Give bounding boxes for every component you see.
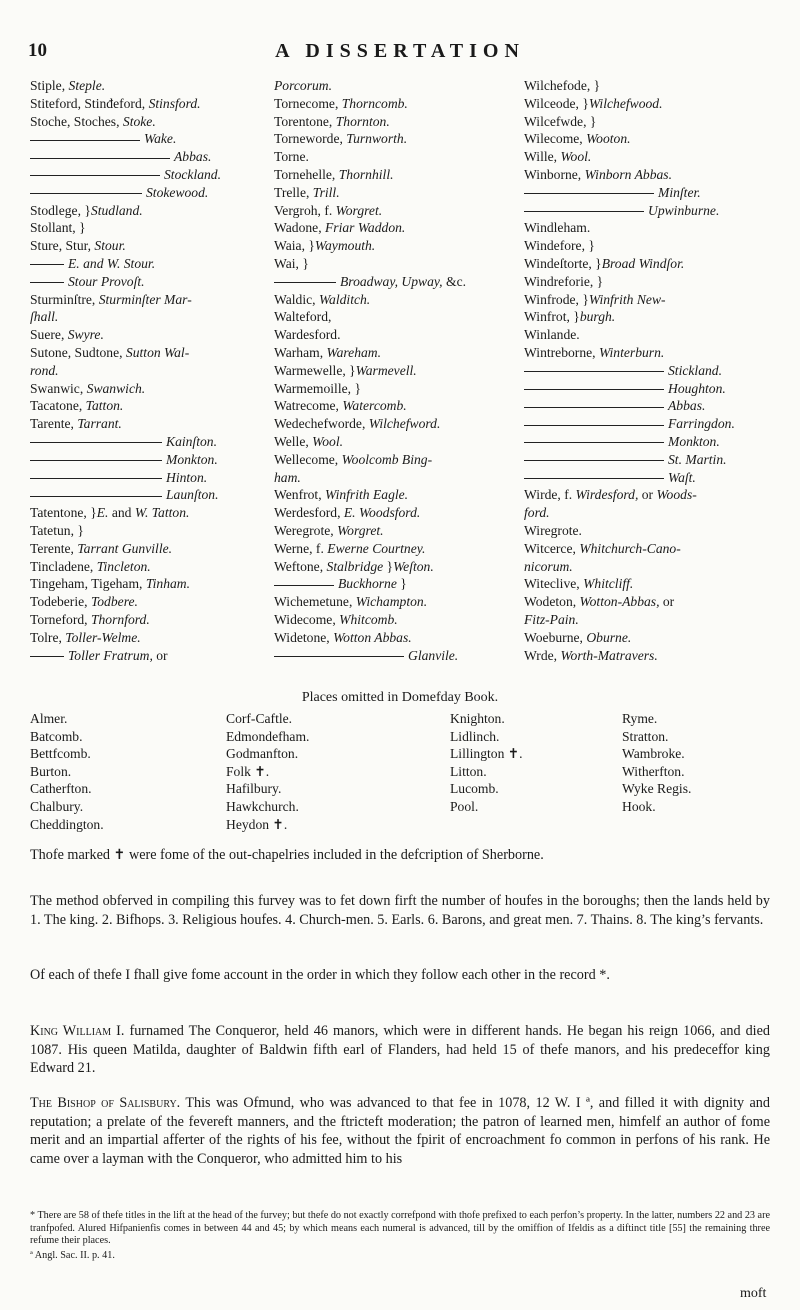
place-entry: Witcerce, Whitchurch-Cano- — [524, 540, 681, 556]
omitted-column-2 — [226, 710, 309, 833]
place-entry: Waſt. — [524, 469, 770, 487]
column-middle — [274, 77, 514, 664]
place-entry: Sturminſtre, Sturminſter Mar- — [30, 291, 192, 307]
place-entry: Wilchefode, } — [524, 78, 601, 93]
king-heading: King William I. — [30, 1023, 125, 1039]
place-entry: Fitz-Pain. — [524, 611, 579, 627]
place-entry: Wilceode, }Wilchefwood. — [524, 95, 663, 111]
place-entry: Wenfrot, Winfrith Eagle. — [274, 487, 409, 503]
place-entry: Witeclive, Whitcliff. — [524, 576, 634, 592]
place-entry: Tornehelle, Thornhill. — [274, 166, 394, 182]
place-entry: Stoche, Stoches, Stoke. — [30, 113, 156, 129]
place-entry: Tarente, Tarrant. — [30, 416, 122, 432]
place-entry: Tatetun, } — [30, 522, 84, 538]
place-entry: Wintreborne, Winterburn. — [524, 344, 665, 360]
place-entry: Stodlege, }Studland. — [30, 202, 143, 218]
place-entry: Wirde, f. Wirdesford, or Woods- — [524, 487, 697, 503]
place-entry: Wille, Wool. — [524, 149, 592, 165]
omitted-place: Bettfcomb. — [30, 746, 91, 762]
place-entry: Waldic, Walditch. — [274, 291, 371, 307]
place-entry: Glanvile. — [274, 647, 514, 665]
omitted-place: Batcomb. — [30, 728, 83, 744]
omitted-place: Wyke Regis. — [622, 781, 692, 797]
place-entry: Todeberie, Todbere. — [30, 594, 138, 610]
place-entry: Windefore, } — [524, 238, 595, 254]
omitted-place: Lidlinch. — [450, 728, 500, 744]
omitted-place: Hawkchurch. — [226, 798, 299, 814]
place-entry: Stickland. — [524, 362, 770, 380]
omitted-place: Knighton. — [450, 711, 505, 726]
place-entry: Winlande. — [524, 327, 580, 343]
note-paragraph: Thofe marked ✝ were fome of the out-chapelries included in the defcription of Sherborne. — [30, 847, 544, 863]
omitted-place: Corf-Caftle. — [226, 711, 293, 726]
omitted-place: Chalbury. — [30, 798, 84, 814]
place-entry: Tincladene, Tincleton. — [30, 558, 151, 574]
place-entry: Winfrot, }burgh. — [524, 309, 616, 325]
place-entry: Stockland. — [30, 166, 262, 184]
omitted-place: Witherfton. — [622, 763, 685, 779]
place-entry: Wedechefworde, Wilchefword. — [274, 416, 441, 432]
place-entry: Winborne, Winborn Abbas. — [524, 166, 672, 182]
place-entry: Waia, }Waymouth. — [274, 238, 376, 254]
place-entry: Stiple, Steple. — [30, 78, 106, 93]
place-entry: Warmemoille, } — [274, 380, 361, 396]
place-entry: Wichemetune, Wichampton. — [274, 594, 428, 610]
place-entry: Launſton. — [30, 486, 262, 504]
omitted-place: Stratton. — [622, 728, 669, 744]
omitted-place: Cheddington. — [30, 816, 104, 832]
omitted-place: Lucomb. — [450, 781, 499, 797]
place-entry: Warmewelle, }Warmevell. — [274, 362, 417, 378]
place-entry: Watrecome, Watercomb. — [274, 398, 407, 414]
place-entry: Minſter. — [524, 184, 770, 202]
place-entry: Widecome, Whitcomb. — [274, 611, 398, 627]
place-entry: Winfrode, }Winfrith New- — [524, 291, 666, 307]
place-entry: Sture, Stur, Stour. — [30, 238, 126, 254]
omitted-place: Folk ✝. — [226, 763, 270, 779]
place-entry: Windreforie, } — [524, 273, 604, 289]
place-entry: Tatentone, }E. and W. Tatton. — [30, 505, 190, 521]
place-entry: Windleham. — [524, 220, 591, 236]
place-entry: Toller Fratrum, or — [30, 647, 262, 665]
omitted-place: Hafilbury. — [226, 781, 282, 797]
place-entry: Suere, Swyre. — [30, 327, 104, 343]
omitted-place: Wambroke. — [622, 746, 685, 762]
place-entry: Torneworde, Turnworth. — [274, 131, 408, 147]
place-entry: Torentone, Thornton. — [274, 113, 390, 129]
footnote-a: ª Angl. Sac. II. p. 41. — [30, 1250, 115, 1261]
place-entry: Werne, f. Ewerne Courtney. — [274, 540, 426, 556]
omitted-place: Pool. — [450, 798, 479, 814]
place-entry: Wilcefwde, } — [524, 113, 597, 129]
omitted-column-4 — [622, 710, 691, 816]
place-entry: Wai, } — [274, 255, 309, 271]
place-entry: Tacatone, Tatton. — [30, 398, 124, 414]
place-entry: Tingeham, Tigeham, Tinham. — [30, 576, 191, 592]
place-entry: Wodeton, Wotton-Abbas, or — [524, 594, 675, 610]
place-entry: Trelle, Trill. — [274, 184, 340, 200]
king-text: furnamed The Conqueror, held 46 manors, which were in different hands. He began his reign 1066, and died 1087. His queen Matilda, daughter of Baldwin fifth earl of Flanders, had held 15 of thefe manors, and his predeceffor king Edward 21. — [30, 1023, 770, 1076]
omitted-place: Almer. — [30, 711, 68, 726]
omitted-place: Ryme. — [622, 711, 658, 726]
method-paragraph: The method obferved in compiling this furvey was to fet down firft the number of houfes in the boroughs; then the lands held by 1. The king. 2. Bifhops. 3. Religious houfes. 4. Church-men. 5. Earls. 6. Barons, and great men. 7. Thains. 8. The king’s fervants. — [30, 893, 770, 928]
place-entry: Wellecome, Woolcomb Bing- — [274, 451, 433, 467]
omitted-column-1 — [30, 710, 104, 833]
bishop-heading: The Bishop of Salisbury. — [30, 1095, 181, 1111]
omitted-place: Edmondefham. — [226, 728, 310, 744]
place-entry: Wilecome, Wooton. — [524, 131, 631, 147]
place-entry: Windeſtorte, }Broad Windſor. — [524, 255, 685, 271]
place-entry: St. Martin. — [524, 451, 770, 469]
place-entry: Werdesford, E. Woodsford. — [274, 505, 421, 521]
place-entry: Upwinburne. — [524, 202, 770, 220]
column-right — [524, 77, 770, 664]
omitted-places-title: Places omitted in Domefday Book. — [301, 690, 499, 705]
place-entry: Wiregrote. — [524, 522, 582, 538]
bishop-paragraph — [30, 1094, 770, 1168]
place-entry: Abbas. — [30, 148, 262, 166]
place-entry: Stollant, } — [30, 220, 86, 236]
place-entry: Warham, Wareham. — [274, 344, 382, 360]
omitted-place: Burton. — [30, 763, 72, 779]
place-entry: Broadway, Upway, &c. — [274, 273, 514, 291]
place-entry: Wadone, Friar Waddon. — [274, 220, 406, 236]
place-entry: Monkton. — [30, 451, 262, 469]
place-entry: Porcorum. — [274, 78, 333, 93]
column-left — [30, 77, 262, 664]
place-entry: ham. — [274, 469, 301, 485]
omitted-place: Heydon ✝. — [226, 816, 288, 832]
king-paragraph — [30, 1022, 770, 1078]
place-entry: Terente, Tarrant Gunville. — [30, 540, 173, 556]
omitted-place: Godmanfton. — [226, 746, 299, 762]
place-entry: Torne. — [274, 149, 309, 165]
place-entry: Weftone, Stalbridge }Weſton. — [274, 558, 434, 574]
place-entry: ſhall. — [30, 309, 59, 325]
place-entry: Welle, Wool. — [274, 433, 344, 449]
place-entry: Houghton. — [524, 380, 770, 398]
place-entry: E. and W. Stour. — [30, 255, 262, 273]
page-number: 10 — [28, 40, 47, 61]
place-entry: Swanwic, Swanwich. — [30, 380, 146, 396]
place-entry: nicorum. — [524, 558, 573, 574]
place-entry: Buckhorne } — [274, 575, 514, 593]
place-entry: Monkton. — [524, 433, 770, 451]
omitted-place: Litton. — [450, 763, 487, 779]
order-paragraph: Of each of thefe I fhall give fome account in the order in which they follow each other in the record *. — [30, 967, 610, 983]
place-entry: Woeburne, Oburne. — [524, 629, 632, 645]
footnote-star: * There are 58 of thefe titles in the lift at the head of the furvey; but thefe do not exactly correfpond with thofe prefixed to each perfon’s property. In the latter, numbers 22 and 23 are tranfpofed. Alured Hifpanienfis comes in between 44 and 45; by which means each numeral is advanced, till by the omiffion of Ifeldis as a diftinct title [55] the remaining three refume their places. — [30, 1210, 770, 1247]
place-entry: Farringdon. — [524, 415, 770, 433]
running-title: A DISSERTATION — [275, 40, 525, 62]
place-entry: Stour Provoſt. — [30, 273, 262, 291]
place-entry: Vergroh, f. Worgret. — [274, 202, 383, 218]
place-entry: rond. — [30, 362, 59, 378]
place-entry: Tolre, Toller-Welme. — [30, 629, 141, 645]
place-name-columns — [30, 77, 770, 677]
place-entry: Wardesford. — [274, 327, 341, 343]
place-entry: Torneford, Thornford. — [30, 611, 150, 627]
place-entry: ford. — [524, 505, 550, 521]
place-entry: Walteford, — [274, 309, 332, 325]
place-entry: Stokewood. — [30, 184, 262, 202]
omitted-place: Lillington ✝. — [450, 746, 523, 762]
place-entry: Tornecome, Thorncomb. — [274, 95, 408, 111]
bishop-text: This was Ofmund, who was advanced to that fee in 1078, 12 W. I ª, and filled it with dignity and reputation; a prelate of the fevereft manners, and the ftricteft moderation; the patron of learned men, himfelf an author of fome merit and an impartial afferter of the rights of his fee, without the fpirit of encroachment fo common in perfons of his rank. He came over a layman with the Conqueror, who admitted him to his — [30, 1095, 770, 1167]
omitted-column-3 — [450, 710, 523, 816]
page-header — [0, 40, 800, 70]
place-entry: Abbas. — [524, 397, 770, 415]
catchword: moft — [740, 1286, 767, 1301]
omitted-place: Hook. — [622, 798, 656, 814]
place-entry: Hinton. — [30, 469, 262, 487]
place-entry: Stiteford, Stinđeford, Stinsford. — [30, 95, 201, 111]
place-entry: Wrde, Worth-Matravers. — [524, 647, 658, 663]
place-entry: Weregrote, Worgret. — [274, 522, 384, 538]
place-entry: Sutone, Sudtone, Sutton Wal- — [30, 344, 190, 360]
place-entry: Kainſton. — [30, 433, 262, 451]
place-entry: Widetone, Wotton Abbas. — [274, 629, 412, 645]
omitted-place: Catherfton. — [30, 781, 92, 797]
place-entry: Wake. — [30, 130, 262, 148]
